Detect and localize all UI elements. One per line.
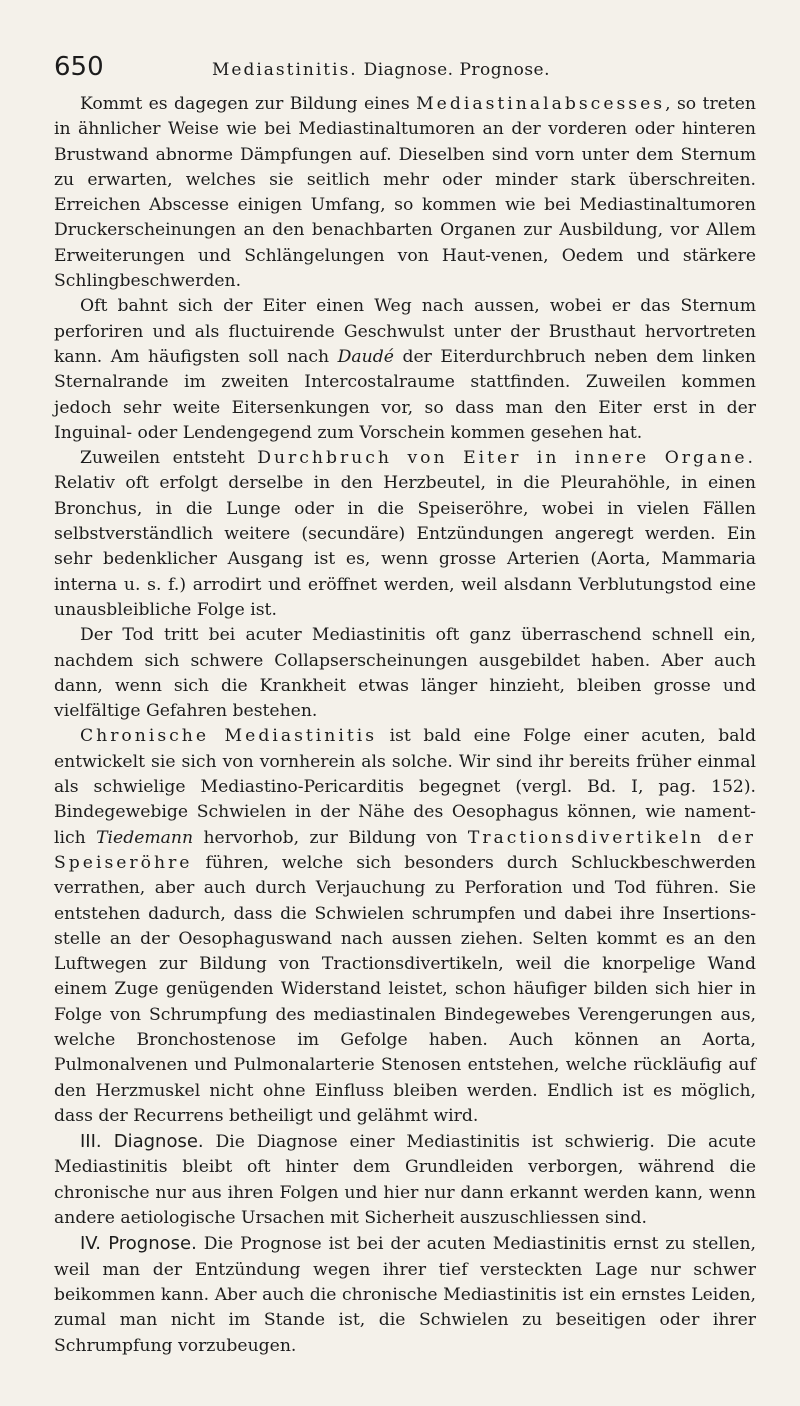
text-run: Der Tod tritt bei acuter Mediastinitis oft ganz überraschend schnell ein, nachdem sich schwere Collapserscheinungen ausgebildet haben. Aber auch dann, wenn sich die Krankheit etwas länger hinzieht, bleiben grosse und vielfältige Gefahren bestehen. [54,625,756,722]
page-header [54,52,756,82]
author-name: Daudé [337,346,394,367]
emphasis-term: Durchbruch von Eiter in innere Organe. [257,448,756,469]
emphasis-term: Chronische Mediastinitis [80,726,378,747]
page-number: 650 [54,52,104,82]
emphasis-term: Mediastinalabscesses [416,94,666,114]
text-run: führen, welche sich besonders durch Schluckbeschwerden verrathen, aber auch durch Verjauchung zu Perforation und Tod führen. Sie entstehen dadurch, dass die Schwielen schrumpfen und dabei ihre Insertions-stelle an der Oesophaguswand nach aussen ziehen. Selten kommt es an den Luftwegen zur Bildung von Tractionsdivertikeln, weil die knorpelige Wand einem Zuge genügenden Widerstand leistet, schon häufiger bilden sich hier in Folge von Schrumpfung des mediastinalen Bindegewebes Verengerungen aus, welche Bronchostenose im Gefolge haben. Auch können an Aorta, Pulmonalvenen und Pulmonalarterie Stenosen entstehen, welche rückläufig auf den Herzmuskel nicht ohne Einfluss bleiben werden. Endlich ist es möglich, dass der Recurrens betheiligt und gelähmt wird. [54,852,756,1126]
section-heading: IV. Prognose. [80,1233,197,1255]
running-head [212,60,550,80]
paragraph-abscess [54,92,756,294]
section-heading: III. Diagnose. [80,1131,204,1153]
text-run: Die Diagnose einer Mediastinitis ist schwierig. Die acute Mediastinitis bleibt oft hinter dem Grundleiden verborgen, während die chronische nur aus ihren Folgen und hier nur dann erkannt werden kann, wenn andere aetiologische Ursachen mit Sicherheit auszuschliessen sind. [54,1132,756,1229]
body-text [54,92,756,1359]
running-head-sections: Diagnose. Prognose. [357,60,551,80]
paragraph-death [54,623,756,724]
text-run: , so treten in ähnlicher Weise wie bei Mediastinaltumoren an der vorderen oder hinteren Brustwand abnorme Dämpfungen auf. Dieselben sind vorn unter dem Sternum zu erwarten, welches sie seitlich mehr oder minder stark überschreiten. Erreichen Abscesse einigen Umfang, so kommen wie bei Mediastinaltumoren Druckerscheinungen an den benachbarten Organen zur Ausbildung, vor Allem Erweiterungen und Schlängelungen von Haut-venen, Oedem und stärkere Schlingbeschwerden. [54,94,756,292]
text-run: Die Prognose ist bei der acuten Mediastinitis ernst zu stellen, weil man der Entzündung wegen ihrer tief versteckten Lage nur schwer beikommen kann. Aber auch die chronische Mediastinitis ist ein ernstes Leiden, zumal man nicht im Stande ist, die Schwielen zu beseitigen oder ihrer Schrumpfung vorzubeugen. [54,1234,757,1356]
text-run: hervorhob, zur Bildung von [193,827,468,848]
text-run: Zuweilen entsteht [80,448,258,469]
text-run: Relativ oft erfolgt derselbe in den Herzbeutel, in die Pleurahöhle, in einen Bronchus, in die Lunge oder in die Speiseröhre, wobei in vielen Fällen selbstverständlich weitere (secundäre) Entzündungen angeregt werden. Ein sehr bedenklicher Ausgang ist es, wenn grosse Arterien (Aorta, Mammaria interna u. s. f.) arrodirt und eröffnet werden, weil alsdann Verblutungstod eine unausbleibliche Folge ist. [54,473,756,620]
paragraph-pus-outward [54,294,756,446]
author-name: Tiedemann [96,827,194,848]
text-run: ist bald eine Folge einer acuten, bald entwickelt sie sich von vornherein als solche. Wir sind ihr bereits früher einmal als schwielige Mediastino-Pericarditis begegnet (vergl. Bd. I, pag. 152). Bindegewebige Schwielen in der Nähe des Oesophagus können, wie nament-lich [54,726,756,848]
text-run: Kommt es dagegen zur Bildung eines [80,94,417,114]
text-run: Oft bahnt sich der Eiter einen Weg nach aussen, wobei er das Sternum perforiren und als fluctuirende Geschwulst unter der Brusthaut hervortreten kann. Am häufigsten soll nach [54,296,756,367]
emphasis-term: Tractionsdivertikeln der Speiseröhre [54,827,757,873]
section-diagnose [54,1129,756,1231]
paragraph-chronic [54,724,756,1129]
text-run: der Eiterdurchbruch neben dem linken Sternalrande im zweiten Intercostalraume stattfinden. Zuweilen kommen jedoch sehr weite Eitersenkungen vor, so dass man den Eiter erst in der Inguinal- oder Lendengegend zum Vorschein kommen gesehen hat. [54,346,756,443]
running-head-topic: Mediastinitis. [212,60,358,80]
paragraph-rupture [54,446,756,623]
section-prognose [54,1231,756,1358]
